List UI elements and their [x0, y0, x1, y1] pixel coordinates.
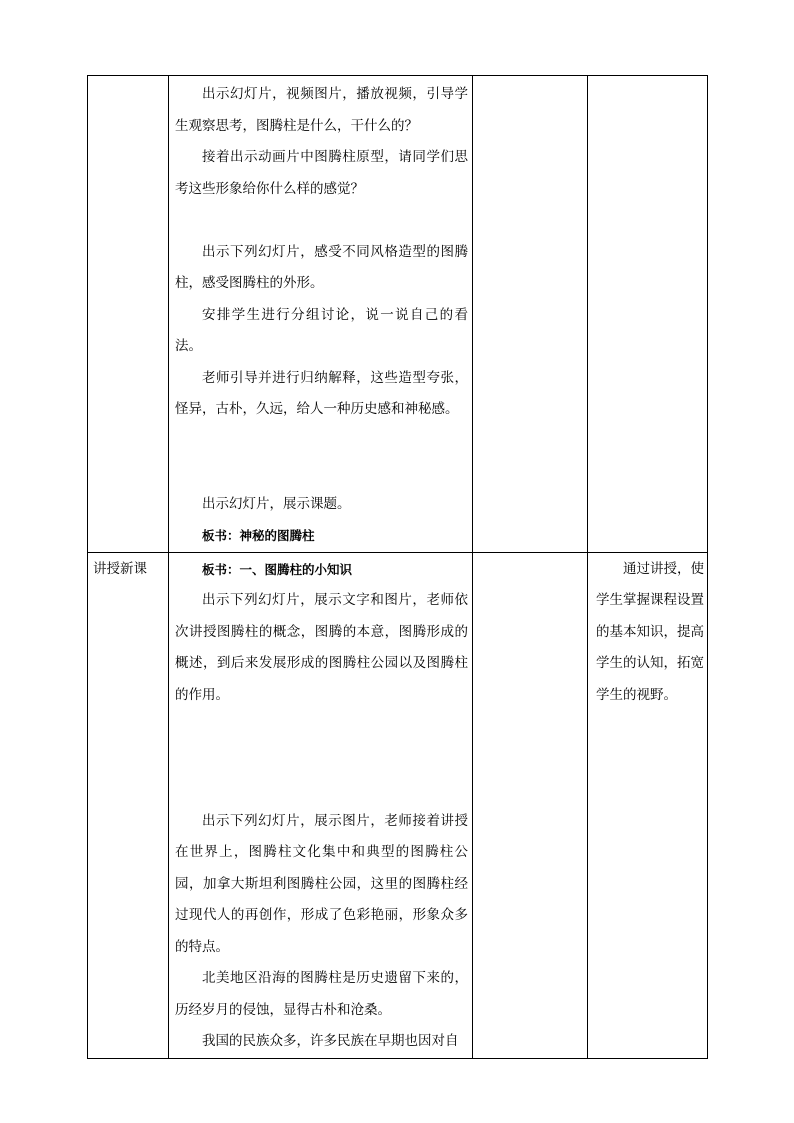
stage-label: 讲授新课	[93, 560, 147, 577]
table-row	[88, 552, 708, 1058]
table-row	[88, 76, 708, 553]
paragraph: 出示下列幻灯片，展示图片，老师接着讲授在世界上，图腾柱文化集中和典型的图腾柱公园，加拿大斯坦利图腾柱公园，这里的图腾柱经过现代人的再创作，形成了色彩艳丽，形象众多的特点。	[175, 812, 468, 955]
paragraph: 出示下列幻灯片，展示文字和图片，老师依次讲授图腾柱的概念，图腾的本意，图腾形成的概述，到后来发展形成的图腾柱公园以及图腾柱的作用。	[175, 592, 468, 703]
paragraph: 我国的民族众多，许多民族在早期也因对自	[202, 1033, 459, 1049]
board-note: 板书：神秘的图腾柱	[202, 528, 315, 543]
purpose-cell	[588, 552, 708, 1058]
paragraph: 接着出示动画片中图腾柱原型，请同学们思考这些形象给你什么样的感觉？	[175, 149, 468, 197]
purpose-text: 通过讲授，使学生掌握课程设置的基本知识，提高学生的认知，拓宽学生的视野。	[596, 560, 704, 703]
purpose-cell	[588, 76, 708, 553]
paragraph: 出示下列幻灯片，感受不同风格造型的图腾柱，感受图腾柱的外形。	[175, 243, 468, 291]
teacher-activity-cell	[169, 552, 473, 1058]
teacher-activity-cell	[169, 76, 473, 553]
student-activity-cell	[473, 552, 588, 1058]
paragraph: 出示幻灯片，展示课题。	[202, 495, 351, 512]
stage-cell	[88, 76, 169, 553]
lesson-plan-table	[87, 75, 708, 1059]
paragraph: 出示幻灯片，视频图片，播放视频，引导学生观察思考，图腾柱是什么，干什么的？	[175, 86, 468, 134]
paragraph: 安排学生进行分组讨论，说一说自己的看法。	[175, 306, 468, 354]
stage-label	[88, 76, 168, 77]
stage-cell	[88, 552, 169, 1058]
student-activity-cell	[473, 76, 588, 553]
board-note: 板书：一、图腾柱的小知识	[202, 561, 353, 577]
paragraph: 老师引导并进行归纳解释，这些造型夸张，怪异，古朴，久远，给人一种历史感和神秘感。	[175, 369, 468, 417]
paragraph: 北美地区沿海的图腾柱是历史遗留下来的，历经岁月的侵蚀，显得古朴和沧桑。	[175, 970, 468, 1018]
